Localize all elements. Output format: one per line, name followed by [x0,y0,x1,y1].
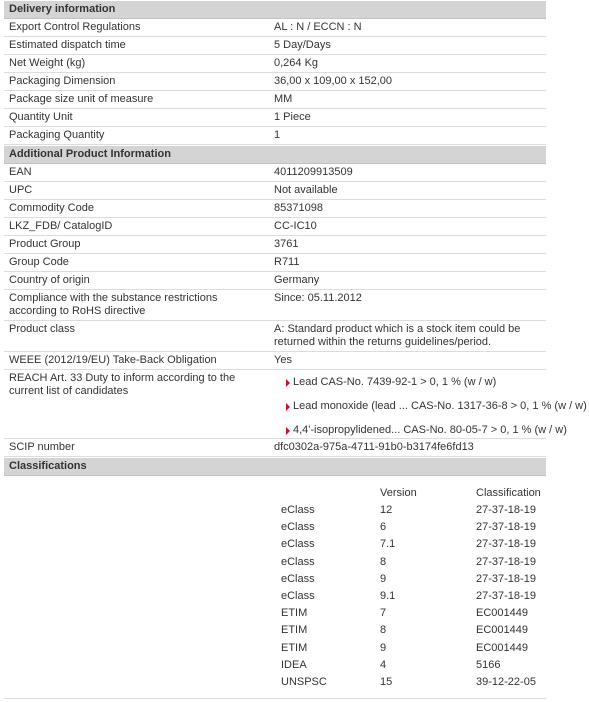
row-value: 1 Piece [274,111,311,123]
row-value: 5 Day/Days [274,39,331,51]
row-label: Product Group [9,238,81,250]
classifications-header-row [4,485,546,502]
table-row [4,37,546,55]
row-label: Quantity Unit [9,111,73,123]
classification-version: 4 [380,658,387,671]
scip-value: dfc0302a-975a-4711-91b0-b3174fe6fd13 [274,441,474,453]
classification-row [4,519,546,536]
classification-row [4,657,546,674]
column-header-version: Version [380,487,417,499]
classification-code: EC001449 [476,641,528,654]
table-row [4,254,546,272]
table-row [4,127,546,145]
section-header-classifications: Classifications [4,458,546,476]
classification-version: 9 [380,572,387,585]
reach-label: REACH Art. 33 Duty to inform according to the current list of candidates [9,372,236,397]
row-label: Country of origin [9,274,90,286]
row-label: Packaging Dimension [9,75,116,87]
classification-code: 27-37-18-19 [476,504,536,516]
classification-system: ETIM [281,641,308,654]
reach-substance-link[interactable] [274,376,546,389]
row-value: CC-IC10 [274,220,317,232]
classification-version: 7.1 [380,538,396,551]
reach-substance-text: Lead monoxide (lead ... CAS-No. 1317-36-8 > 0, 1 % (w / w) [293,400,587,412]
classification-code: 27-37-18-19 [476,590,536,602]
row-label: Package size unit of measure [9,93,154,105]
classification-code: 27-37-18-19 [476,555,536,568]
row-value: 1 [274,129,281,141]
scip-label: SCIP number [9,441,75,453]
classification-system: IDEA [281,658,307,671]
row-value: A: Standard product which is a stock item could be returned within the returns guidelines/period. [274,323,521,348]
classification-row [4,640,546,657]
table-row [4,55,546,73]
additional-table [4,164,546,370]
classification-version: 6 [380,521,387,534]
product-details [4,0,587,699]
classification-row [4,536,546,553]
table-row [4,200,546,218]
table-row [4,164,546,182]
classification-system: UNSPSC [281,676,327,688]
row-label: Packaging Quantity [9,129,105,141]
classification-version: 9 [380,641,387,654]
row-value: 4011209913509 [274,166,353,178]
expand-triangle-icon [286,403,290,411]
row-label: EAN [9,166,32,178]
classification-version: 9.1 [380,590,396,602]
classification-code: 27-37-18-19 [476,521,536,534]
classification-system: eClass [281,555,315,568]
classification-code: 27-37-18-19 [476,538,536,551]
classification-system: eClass [281,572,315,585]
reach-substance-link[interactable] [274,424,567,437]
row-value: Not available [274,184,338,196]
reach-row [4,370,587,439]
expand-triangle-icon [286,379,290,387]
reach-value [274,372,587,438]
classification-version: 8 [380,555,387,568]
row-value: 85371098 [274,202,323,214]
classification-system: eClass [281,538,315,551]
classification-system: eClass [281,504,315,516]
classification-row [4,502,546,519]
row-value: Since: 05.11.2012 [274,292,362,304]
row-label: Export Control Regulations [9,21,141,33]
row-label: UPC [9,184,33,196]
row-value: MM [274,93,293,105]
classification-code: 39-12-22-05 [476,676,536,688]
classification-version: 15 [380,676,393,688]
classification-row [4,588,546,605]
row-label: Net Weight (kg) [9,57,86,69]
reach-substance-list [274,376,587,437]
classification-code: EC001449 [476,607,528,620]
column-header-classification: Classification [476,487,541,499]
classification-code: 5166 [476,658,501,671]
row-value: 36,00 x 109,00 x 152,00 [274,75,393,87]
expand-triangle-icon [286,427,290,435]
classification-system: ETIM [281,607,308,620]
classification-system: ETIM [281,624,308,637]
classification-row [4,622,546,639]
classification-system: eClass [281,590,315,602]
table-row [4,290,546,321]
row-label: LKZ_FDB/ CatalogID [9,220,113,232]
table-row [4,109,546,127]
classification-version: 7 [380,607,387,620]
table-row [4,182,546,200]
row-label: Group Code [9,256,69,268]
classification-version: 12 [380,504,393,516]
row-value: AL : N / ECCN : N [274,21,362,33]
row-value: R711 [274,256,300,268]
row-label: Estimated dispatch time [9,39,126,51]
section-header-delivery: Delivery information [4,1,546,19]
reach-substance-text: 4,4'-isopropylidened... CAS-No. 80-05-7 > 0, 1 % (w / w) [293,424,567,436]
table-row [4,19,546,37]
reach-substance-text: Lead CAS-No. 7439-92-1 > 0, 1 % (w / w) [293,376,497,388]
row-label: Compliance with the substance restrictions according to RoHS directive [9,292,218,317]
classification-row [4,554,546,571]
classification-row [4,571,546,588]
row-value: Germany [274,274,320,286]
scip-row [4,439,546,457]
classification-version: 8 [380,624,387,637]
row-label: Commodity Code [9,202,94,214]
table-row [4,218,546,236]
classification-system: eClass [281,521,315,534]
classifications-table [4,476,546,699]
row-value: 3761 [274,238,299,250]
section-header-additional: Additional Product Information [4,146,546,164]
classification-row [4,674,546,691]
table-row [4,91,546,109]
table-row [4,236,546,254]
table-row [4,73,546,91]
row-value: Yes [274,354,292,366]
row-value: 0,264 Kg [274,57,319,69]
classification-code: EC001449 [476,624,528,637]
table-row [4,321,546,352]
delivery-table [4,19,546,145]
classification-row [4,605,546,622]
row-label: WEEE (2012/19/EU) Take-Back Obligation [9,354,217,366]
reach-substance-link[interactable] [274,400,587,413]
table-row [4,272,546,290]
table-row [4,352,546,370]
row-label: Product class [9,323,76,335]
classification-code: 27-37-18-19 [476,572,536,585]
